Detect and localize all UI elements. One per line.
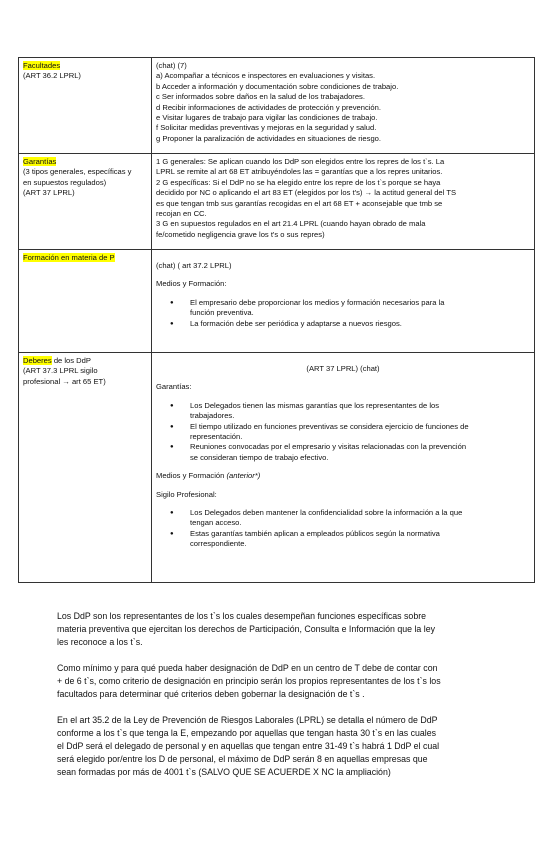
deberes-title-line: [23, 356, 147, 366]
table-row: [19, 250, 535, 353]
list-item: [190, 298, 530, 319]
facultades-content: [152, 58, 535, 154]
text-line: f Solicitar medidas preventivas y mejoras en la seguridad y salud.: [156, 123, 377, 133]
facultades-title: Facultades: [23, 61, 61, 70]
text-line: 2 G específicas: Si el DdP no se ha elegido entre los repre de los t`s porque se haya: [156, 177, 441, 187]
list-item: [190, 442, 530, 463]
paragraph-line: + de 6 t`s, como criterio de designación en principio serán los propios representantes de los t`s los: [57, 676, 441, 686]
formacion-bullets: [156, 298, 530, 329]
bullet-line: se consideran tiempo de trabajo efectivo.: [190, 452, 329, 462]
bullet-line: ● Estas garantías también aplican a empleados públicos según la normativa: [190, 528, 440, 538]
text-line: es que tengan tmb sus garantías recogidas en el art 68 ET + aconsejable que tmb se: [156, 198, 443, 208]
paragraph-line: el DdP será el delegado de personal y en aquellas que tengan entre 31-49 t`s habrá 1 DdP el cual: [57, 741, 440, 751]
medios-label-line: [156, 471, 530, 481]
text-line: c Ser informados sobre daños en la salud de los trabajadores.: [156, 92, 365, 102]
table-row: [19, 353, 535, 583]
list-item: [190, 319, 530, 329]
bullet-line: ● Reuniones convocadas por el empresario y visitas relacionadas con la prevención: [190, 442, 467, 452]
table-row: [19, 154, 535, 250]
medios-formacion-label: Medios y Formación:: [156, 279, 227, 289]
guarantees-bullets: [156, 401, 530, 463]
medios-label: Medios y Formación: [156, 471, 227, 481]
bullet-line: ● El empresario debe proporcionar los medios y formación necesarios para la: [190, 297, 445, 307]
garantias-content: [152, 154, 535, 250]
table-row: [19, 58, 535, 154]
bullet-line: tengan acceso.: [190, 518, 242, 528]
list-item: [190, 529, 530, 550]
deberes-content: [152, 353, 535, 583]
paragraph-line: materia preventiva que ejercitan los derechos de Participación, Consulta e Información que la ley: [57, 624, 435, 634]
deberes-title-rest: de los DdP: [51, 356, 91, 365]
paragraph-minimum: [57, 662, 497, 701]
text-line: e Visitar lugares de trabajo para vigilar las condiciones de trabajo.: [156, 113, 378, 123]
list-item: [190, 401, 530, 422]
deberes-ref: (ART 37.3 LPRL sigilo: [23, 366, 98, 376]
garantias-cell: [19, 154, 152, 250]
formacion-cell: [19, 250, 152, 353]
text-line: 3 G en supuestos regulados en el art 21.4 LPRL (cuando hayan obrado de mala: [156, 219, 426, 229]
bullet-line: trabajadores.: [190, 411, 235, 421]
garantias-label: Garantías:: [156, 382, 192, 392]
deberes-cell: [19, 353, 152, 583]
delegados-table: [18, 57, 535, 583]
bullet-line: ● El tiempo utilizado en funciones preventivas se considera ejercicio de funciones de: [190, 421, 469, 431]
paragraph-line: Los DdP son los representantes de los t`s los cuales desempeñan funciones específicas sobre: [57, 611, 427, 621]
text-line: (chat) (7): [156, 61, 187, 70]
deberes-title: Deberes: [23, 356, 52, 365]
text-line: a) Acompañar a técnicos e inspectores en evaluaciones y visitas.: [156, 71, 376, 81]
paragraph-line: conforme a los t`s que tenga la E, empezando por aquellas que tengan hasta 30 t`s en las cuales: [57, 728, 436, 738]
deberes-heading: (ART 37 LPRL) (chat): [306, 364, 380, 373]
paragraph-art-35: [57, 714, 497, 779]
bullet-line: función preventiva.: [190, 308, 254, 318]
garantias-note: (3 tipos generales, específicas y: [23, 167, 132, 177]
medios-note: (anterior*): [226, 471, 261, 481]
paragraph-line: sean formadas por más de 4001 t`s (SALVO QUE SE ACUERDE X NC la ampliación): [57, 767, 391, 777]
paragraph-ddp-definition: [57, 610, 497, 649]
garantias-title: Garantías: [23, 157, 57, 166]
formacion-content: [152, 250, 535, 353]
list-item: [190, 508, 530, 529]
formacion-title: Formación en materia de P: [23, 253, 115, 262]
garantias-ref: (ART 37 LPRL): [23, 188, 75, 198]
paragraph-line: facultados para determinar qué criterios deben gobernar la designación de t`s .: [57, 689, 365, 699]
facultades-ref: (ART 36.2 LPRL): [23, 71, 81, 81]
bullet-line: ● Los Delegados deben mantener la confidencialidad sobre la información a la que: [190, 508, 463, 518]
bullet-line: representación.: [190, 432, 243, 442]
text-line: g Proponer la paralización de actividades en situaciones de riesgo.: [156, 133, 381, 143]
text-line: 1 G generales: Se aplican cuando los DdP son elegidos entre los repres de los t`s. La: [156, 157, 445, 166]
facultades-cell: [19, 58, 152, 154]
list-item: [190, 422, 530, 443]
paragraph-line: Como mínimo y para qué pueda haber designación de DdP en un centro de T debe de contar con: [57, 663, 438, 673]
text-line: decidido por NC o aplicando el art 83 ET (elegidos por los t's) → la actitud general del TS: [156, 188, 457, 198]
paragraph-line: les reconoce a los t`s.: [57, 637, 143, 647]
text-line: fe/cometido negligencia grave los t's o sus repres): [156, 229, 325, 239]
bullet-line: ● La formación debe ser periódica y adaptarse a nuevos riesgos.: [190, 318, 402, 328]
text-line: d Recibir informaciones de actividades de protección y prevención.: [156, 102, 381, 112]
text-line: recojan en CC.: [156, 209, 207, 219]
bullet-line: correspondiente.: [190, 539, 247, 549]
paragraph-line: En el art 35.2 de la Ley de Prevención de Riesgos Laborales (LPRL) se detalla el número de DdP: [57, 715, 438, 725]
sigilo-label: Sigilo Profesional:: [156, 489, 217, 499]
formacion-heading: (chat) ( art 37.2 LPRL): [156, 261, 232, 270]
bullet-line: ● Los Delegados tienen las mismas garantías que los representantes de los: [190, 400, 440, 410]
deberes-ref: profesional → art 65 ET): [23, 376, 106, 386]
text-line: LPRL se remite al art 68 ET atribuyéndoles las = garantías que a los repres unitarios.: [156, 167, 443, 177]
text-line: b Acceder a información y documentación sobre condiciones de trabajo.: [156, 81, 399, 91]
garantias-note: en supuestos regulados): [23, 177, 107, 187]
paragraph-line: será elegido por/entre los D de personal, el máximo de DdP serán 8 en aquellas empresas que: [57, 754, 428, 764]
sigilo-bullets: [156, 508, 530, 550]
